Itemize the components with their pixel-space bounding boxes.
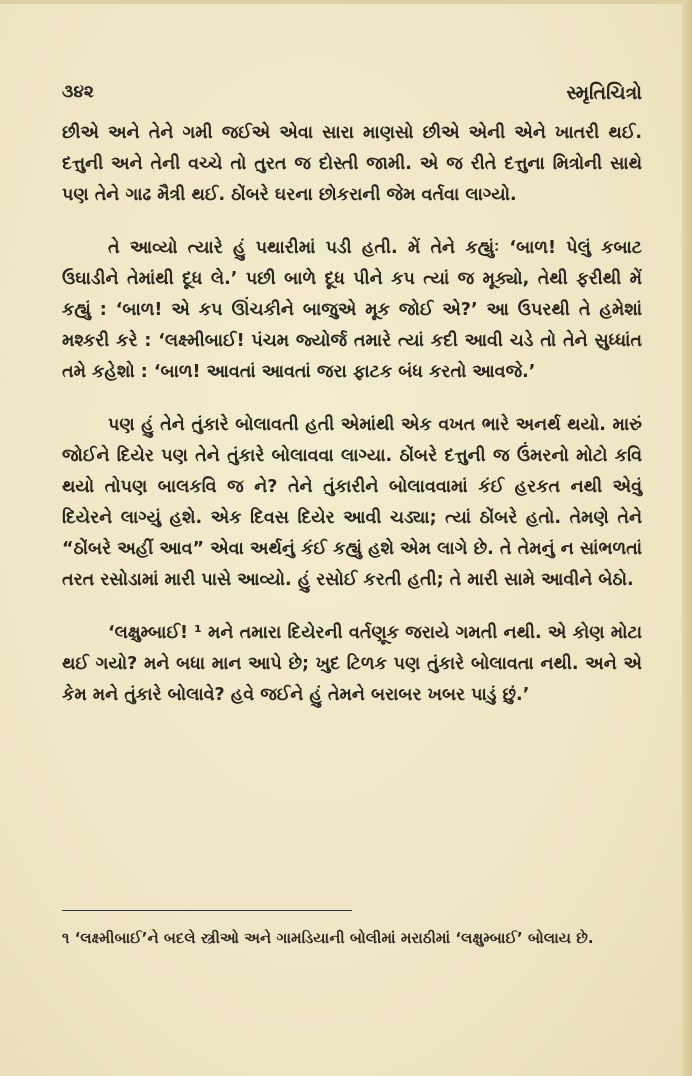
page-number: ૩૪૨ [62, 82, 94, 102]
page-header [62, 82, 642, 112]
footnote: ૧ ‘લક્ષ્મીબાઈ’ને બદલે સ્ત્રીઓ અને ગામડિયાની બોલીમાં મરાઠીમાં ‘લક્ષુમ્બાઈ’ બોલાય છે. [62, 929, 594, 947]
footnote-divider [62, 910, 352, 911]
page-top-edge [0, 0, 692, 4]
paragraph-1: છીએ અને તેને ગમી જઈએ એવા સારા માણસો છીએ એની એને ખાતરી થઈ. દત્તુની અને તેની વચ્ચે તો તુરત જ દોસ્તી જામી. એ જ રીતે દત્તુના મિત્રોની સાથે પણ તેને ગાઢ મૈત્રી થઈ. ઠોંબરે ઘરના છોકરાની જેમ વર્તવા લાગ્યો. [62, 123, 642, 205]
page-right-edge [682, 0, 692, 1076]
paragraph-4: ‘લક્ષુમ્બાઈ! ¹ મને તમારા દિયેરની વર્તણૂક જરાયે ગમતી નથી. એ કોણ મોટા થઈ ગયો? મને બધા માન આપે છે; ખુદ ટિળક પણ તુંકારે બોલાવતા નથી. અને એ કેમ મને તુંકારે બોલાવે? હવે જઈને હું તેમને બરાબર ખબર પાડું છું.’ [62, 623, 642, 705]
page-body [62, 118, 642, 733]
running-head: સ્મૃતિચિત્રો [566, 82, 642, 104]
paragraph-3: પણ હું તેને તુંકારે બોલાવતી હતી એમાંથી એક વખત ભારે અનર્થ થયો. મારું જોઈને દિયેર પણ તેને તુંકારે બોલાવવા લાગ્યા. ઠોંબરે દત્તુની જ ઉંમરનો મોટો કવિ થયો તોપણ બાલકવિ જ ને? તેને તુંકારીને બોલાવવામાં કંઈ હરકત નથી એવું દિયેરને લાગ્યું હશે. એક દિવસ દિયેર આવી ચડ્યા; ત્યાં ઠોંબરે હતો. તેમણે તેને “ઠોંબરે અહીં આવ” એવા અર્થનું કંઈ કહ્યું હશે એમ લાગે છે. તે તેમનું ન સાંભળતાં તરત રસોડામાં મારી પાસે આવ્યો. હું રસોઈ કરતી હતી; તે મારી સામે આવીને બેઠો. [62, 415, 642, 590]
paragraph-2: તે આવ્યો ત્યારે હું પથારીમાં પડી હતી. મેં તેને કહ્યુંઃ ‘બાળ! પેલું કબાટ ઉઘાડીને તેમાંથી દૂધ લે.’ પછી બાળે દૂધ પીને કપ ત્યાં જ મૂક્યો, તેથી ફરીથી મેં કહ્યું : ‘બાળ! એ કપ ઊંચકીને બાજુએ મૂક જોઈ એ?’ આ ઉપરથી તે હમેશાં મશ્કરી કરે : ‘લક્ષ્મીબાઈ! પંચમ જ્યોર્જ તમારે ત્યાં કદી આવી ચડે તો તેને સુધ્ધાંત તમે કહેશો : ‘બાળ! આવતાં આવતાં જરા ફાટક બંધ કરતો આવજે.’ [62, 238, 642, 382]
